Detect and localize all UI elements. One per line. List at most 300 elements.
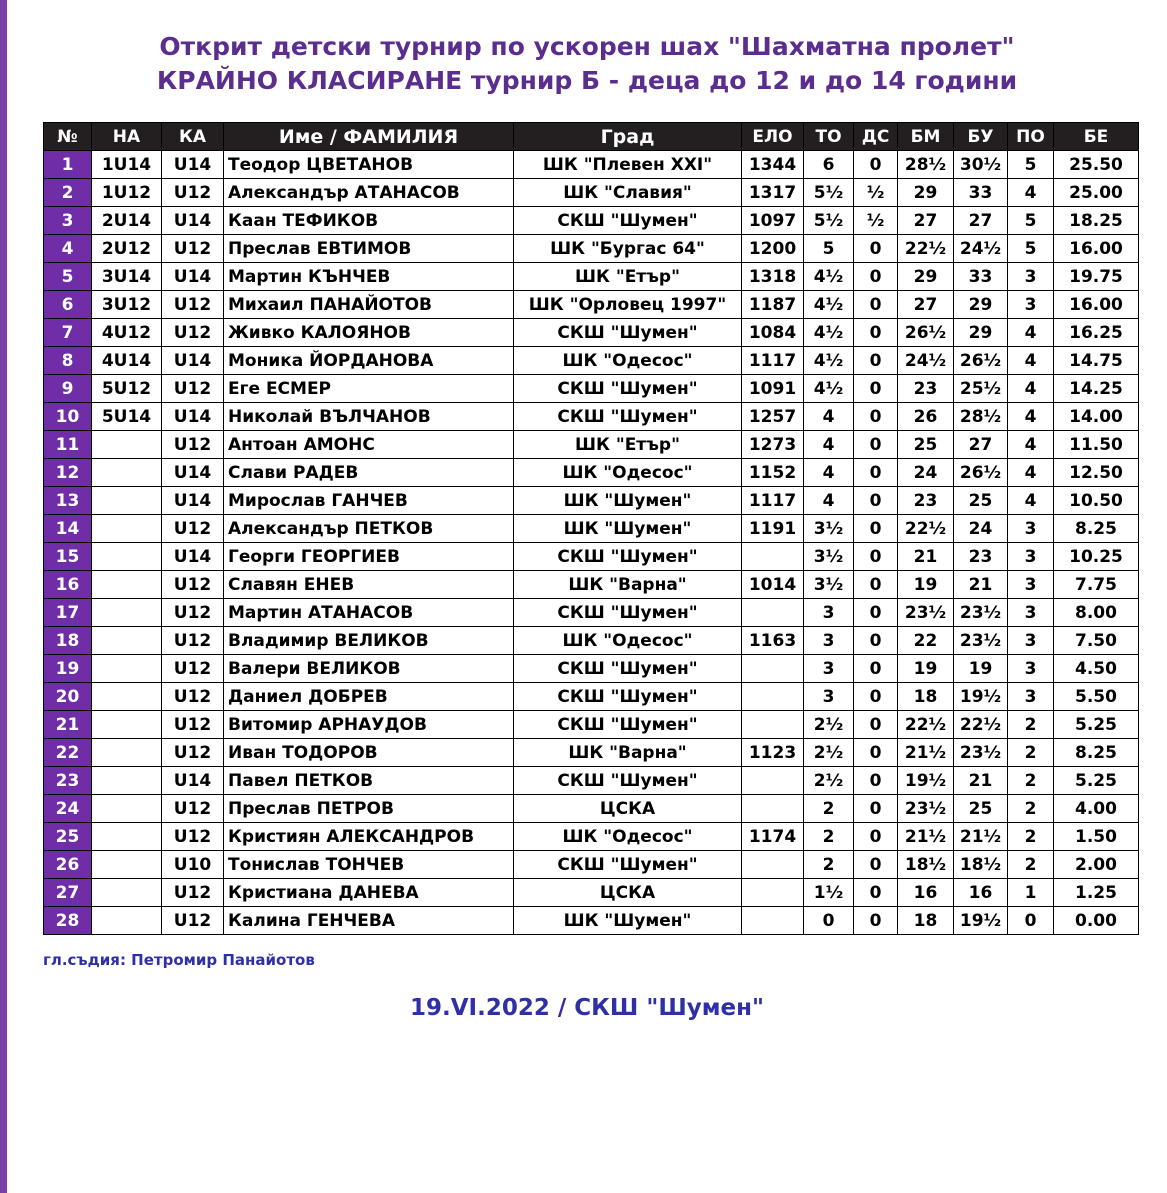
table-row: [44, 851, 1139, 879]
cell-ds: ½: [854, 179, 898, 207]
cell-to: 5½: [804, 207, 854, 235]
cell-bm: 23½: [898, 795, 954, 823]
cell-bu: 28½: [954, 403, 1008, 431]
cell-bm: 24½: [898, 347, 954, 375]
cell-city: ЦСКА: [514, 879, 742, 907]
cell-po: 3: [1008, 655, 1054, 683]
cell-bu: 19½: [954, 683, 1008, 711]
cell-city: СКШ "Шумен": [514, 711, 742, 739]
cell-po: 0: [1008, 907, 1054, 935]
cell-ds: 0: [854, 571, 898, 599]
column-header-na: НА: [92, 123, 162, 151]
cell-na: [92, 767, 162, 795]
cell-bu: 23½: [954, 599, 1008, 627]
cell-ds: 0: [854, 291, 898, 319]
cell-elo: 1318: [742, 263, 804, 291]
cell-bu: 21½: [954, 823, 1008, 851]
cell-name: Иван ТОДОРОВ: [224, 739, 514, 767]
cell-be: 8.25: [1054, 739, 1139, 767]
cell-elo: 1084: [742, 319, 804, 347]
cell-rank: 6: [44, 291, 92, 319]
cell-city: ШК "Одесос": [514, 347, 742, 375]
table-row: [44, 347, 1139, 375]
cell-bu: 26½: [954, 347, 1008, 375]
cell-city: ШК "Одесос": [514, 459, 742, 487]
cell-to: 4½: [804, 263, 854, 291]
cell-bu: 24: [954, 515, 1008, 543]
cell-po: 3: [1008, 515, 1054, 543]
cell-bu: 19½: [954, 907, 1008, 935]
cell-bu: 21: [954, 571, 1008, 599]
cell-name: Валери ВЕЛИКОВ: [224, 655, 514, 683]
cell-ds: 0: [854, 627, 898, 655]
cell-be: 4.50: [1054, 655, 1139, 683]
cell-city: СКШ "Шумен": [514, 767, 742, 795]
cell-na: 4U14: [92, 347, 162, 375]
table-row: [44, 375, 1139, 403]
cell-to: 2: [804, 795, 854, 823]
cell-rank: 18: [44, 627, 92, 655]
cell-ka: U12: [162, 515, 224, 543]
table-row: [44, 403, 1139, 431]
table-row: [44, 767, 1139, 795]
cell-bm: 21: [898, 543, 954, 571]
cell-bm: 27: [898, 291, 954, 319]
cell-elo: 1117: [742, 347, 804, 375]
table-header-row: [44, 123, 1139, 151]
cell-to: 4½: [804, 319, 854, 347]
cell-ka: U12: [162, 795, 224, 823]
cell-ka: U12: [162, 879, 224, 907]
cell-elo: 1273: [742, 431, 804, 459]
cell-name: Еге ЕСМЕР: [224, 375, 514, 403]
cell-to: 1½: [804, 879, 854, 907]
cell-po: 3: [1008, 263, 1054, 291]
cell-rank: 5: [44, 263, 92, 291]
cell-be: 7.75: [1054, 571, 1139, 599]
cell-po: 3: [1008, 543, 1054, 571]
cell-bm: 23½: [898, 599, 954, 627]
cell-name: Мирослав ГАНЧЕВ: [224, 487, 514, 515]
cell-be: 4.00: [1054, 795, 1139, 823]
cell-po: 3: [1008, 291, 1054, 319]
cell-na: [92, 543, 162, 571]
cell-bm: 19½: [898, 767, 954, 795]
table-row: [44, 543, 1139, 571]
cell-ds: 0: [854, 739, 898, 767]
cell-po: 3: [1008, 683, 1054, 711]
column-header-bm: БМ: [898, 123, 954, 151]
cell-bu: 19: [954, 655, 1008, 683]
cell-city: ШК "Шумен": [514, 907, 742, 935]
cell-to: 4½: [804, 347, 854, 375]
cell-name: Славян ЕНЕВ: [224, 571, 514, 599]
cell-na: [92, 851, 162, 879]
cell-rank: 7: [44, 319, 92, 347]
cell-city: СКШ "Шумен": [514, 403, 742, 431]
cell-be: 12.50: [1054, 459, 1139, 487]
cell-bm: 29: [898, 179, 954, 207]
cell-na: 5U14: [92, 403, 162, 431]
cell-ka: U12: [162, 739, 224, 767]
cell-ds: 0: [854, 515, 898, 543]
column-header-ds: ДС: [854, 123, 898, 151]
cell-ka: U12: [162, 599, 224, 627]
cell-bu: 24½: [954, 235, 1008, 263]
cell-bm: 29: [898, 263, 954, 291]
cell-elo: 1174: [742, 823, 804, 851]
cell-to: 3: [804, 627, 854, 655]
column-header-city: Град: [514, 123, 742, 151]
cell-ka: U12: [162, 235, 224, 263]
standings-table: [43, 122, 1139, 935]
cell-be: 5.50: [1054, 683, 1139, 711]
cell-be: 8.25: [1054, 515, 1139, 543]
cell-ds: 0: [854, 655, 898, 683]
cell-rank: 14: [44, 515, 92, 543]
cell-city: ШК "Шумен": [514, 515, 742, 543]
cell-ds: 0: [854, 319, 898, 347]
cell-bu: 23: [954, 543, 1008, 571]
column-header-bu: БУ: [954, 123, 1008, 151]
cell-po: 4: [1008, 179, 1054, 207]
cell-bm: 26½: [898, 319, 954, 347]
cell-to: 3: [804, 683, 854, 711]
cell-name: Преслав ПЕТРОВ: [224, 795, 514, 823]
cell-bu: 25½: [954, 375, 1008, 403]
cell-rank: 12: [44, 459, 92, 487]
cell-po: 1: [1008, 879, 1054, 907]
cell-city: ШК "Одесос": [514, 627, 742, 655]
cell-ds: 0: [854, 543, 898, 571]
tournament-title-line-2: КРАЙНО КЛАСИРАНЕ турнир Б - деца до 12 и до 14 години: [156, 66, 1018, 95]
cell-rank: 10: [44, 403, 92, 431]
cell-po: 2: [1008, 795, 1054, 823]
cell-ka: U14: [162, 207, 224, 235]
cell-city: ШК "Етър": [514, 263, 742, 291]
cell-be: 16.25: [1054, 319, 1139, 347]
cell-ds: 0: [854, 459, 898, 487]
cell-ds: 0: [854, 403, 898, 431]
cell-to: 2½: [804, 739, 854, 767]
cell-bm: 23: [898, 487, 954, 515]
column-header-rank: №: [44, 123, 92, 151]
cell-to: 4: [804, 487, 854, 515]
cell-ds: 0: [854, 599, 898, 627]
cell-rank: 1: [44, 151, 92, 179]
cell-na: [92, 459, 162, 487]
cell-ds: 0: [854, 767, 898, 795]
cell-ka: U14: [162, 263, 224, 291]
cell-bu: 25: [954, 487, 1008, 515]
column-header-po: ПО: [1008, 123, 1054, 151]
cell-city: ШК "Варна": [514, 571, 742, 599]
table-row: [44, 795, 1139, 823]
cell-be: 0.00: [1054, 907, 1139, 935]
table-row: [44, 151, 1139, 179]
cell-to: 3: [804, 599, 854, 627]
cell-ds: 0: [854, 823, 898, 851]
cell-po: 2: [1008, 711, 1054, 739]
cell-name: Владимир ВЕЛИКОВ: [224, 627, 514, 655]
cell-na: [92, 795, 162, 823]
cell-ka: U14: [162, 347, 224, 375]
cell-rank: 13: [44, 487, 92, 515]
cell-bm: 18: [898, 907, 954, 935]
cell-elo: 1097: [742, 207, 804, 235]
chief-judge-note: гл.съдия: Петромир Панайотов: [43, 951, 315, 969]
cell-name: Даниел ДОБРЕВ: [224, 683, 514, 711]
cell-bm: 21½: [898, 823, 954, 851]
cell-elo: 1163: [742, 627, 804, 655]
table-row: [44, 739, 1139, 767]
table-row: [44, 207, 1139, 235]
cell-elo: [742, 683, 804, 711]
cell-na: [92, 571, 162, 599]
cell-rank: 20: [44, 683, 92, 711]
cell-be: 5.25: [1054, 767, 1139, 795]
cell-elo: [742, 851, 804, 879]
cell-rank: 9: [44, 375, 92, 403]
cell-na: [92, 515, 162, 543]
cell-elo: 1123: [742, 739, 804, 767]
cell-ds: 0: [854, 151, 898, 179]
cell-ds: 0: [854, 487, 898, 515]
cell-be: 14.00: [1054, 403, 1139, 431]
cell-name: Александър АТАНАСОВ: [224, 179, 514, 207]
cell-ka: U12: [162, 683, 224, 711]
cell-city: СКШ "Шумен": [514, 543, 742, 571]
cell-na: [92, 627, 162, 655]
cell-bu: 33: [954, 179, 1008, 207]
date-venue-footer: 19.VI.2022 / СКШ "Шумен": [409, 995, 765, 1021]
cell-bu: 29: [954, 291, 1008, 319]
cell-ka: U14: [162, 767, 224, 795]
cell-ka: U12: [162, 319, 224, 347]
cell-be: 25.00: [1054, 179, 1139, 207]
cell-na: [92, 431, 162, 459]
cell-city: ШК "Варна": [514, 739, 742, 767]
table-row: [44, 823, 1139, 851]
cell-bm: 26: [898, 403, 954, 431]
cell-bm: 23: [898, 375, 954, 403]
cell-to: 2½: [804, 711, 854, 739]
cell-ka: U12: [162, 823, 224, 851]
cell-to: 2: [804, 851, 854, 879]
table-row: [44, 879, 1139, 907]
cell-elo: 1091: [742, 375, 804, 403]
cell-na: 3U14: [92, 263, 162, 291]
cell-rank: 22: [44, 739, 92, 767]
table-row: [44, 711, 1139, 739]
cell-be: 16.00: [1054, 291, 1139, 319]
cell-rank: 23: [44, 767, 92, 795]
cell-ka: U14: [162, 403, 224, 431]
cell-ds: 0: [854, 347, 898, 375]
cell-na: 2U14: [92, 207, 162, 235]
table-row: [44, 627, 1139, 655]
cell-bu: 16: [954, 879, 1008, 907]
table-row: [44, 571, 1139, 599]
cell-elo: [742, 907, 804, 935]
cell-elo: 1200: [742, 235, 804, 263]
cell-elo: [742, 655, 804, 683]
cell-po: 4: [1008, 487, 1054, 515]
cell-na: 2U12: [92, 235, 162, 263]
cell-be: 19.75: [1054, 263, 1139, 291]
cell-city: СКШ "Шумен": [514, 375, 742, 403]
cell-elo: [742, 879, 804, 907]
cell-ds: 0: [854, 235, 898, 263]
cell-city: ШК "Одесос": [514, 823, 742, 851]
cell-rank: 24: [44, 795, 92, 823]
cell-po: 2: [1008, 851, 1054, 879]
cell-name: Кристиян АЛЕКСАНДРОВ: [224, 823, 514, 851]
table-row: [44, 235, 1139, 263]
cell-to: 4: [804, 403, 854, 431]
cell-rank: 11: [44, 431, 92, 459]
cell-rank: 26: [44, 851, 92, 879]
cell-name: Живко КАЛОЯНОВ: [224, 319, 514, 347]
table-row: [44, 907, 1139, 935]
cell-city: ШК "Орловец 1997": [514, 291, 742, 319]
cell-name: Калина ГЕНЧЕВА: [224, 907, 514, 935]
cell-to: 2: [804, 823, 854, 851]
cell-ka: U12: [162, 375, 224, 403]
cell-bm: 21½: [898, 739, 954, 767]
cell-bm: 16: [898, 879, 954, 907]
cell-bm: 25: [898, 431, 954, 459]
cell-name: Моника ЙОРДАНОВА: [224, 347, 514, 375]
cell-ka: U12: [162, 431, 224, 459]
table-row: [44, 487, 1139, 515]
cell-ka: U14: [162, 487, 224, 515]
table-header: [44, 123, 1139, 151]
tournament-title-line-1: Открит детски турнир по ускорен шах "Шахматна пролет": [159, 32, 1015, 61]
cell-city: ШК "Плевен XXI": [514, 151, 742, 179]
cell-be: 8.00: [1054, 599, 1139, 627]
cell-bu: 27: [954, 207, 1008, 235]
cell-elo: 1317: [742, 179, 804, 207]
cell-ds: 0: [854, 795, 898, 823]
cell-name: Мартин КЪНЧЕВ: [224, 263, 514, 291]
cell-bu: 22½: [954, 711, 1008, 739]
cell-to: 4: [804, 431, 854, 459]
cell-na: [92, 655, 162, 683]
cell-na: [92, 907, 162, 935]
cell-na: 1U14: [92, 151, 162, 179]
cell-bu: 23½: [954, 627, 1008, 655]
cell-elo: 1117: [742, 487, 804, 515]
cell-be: 11.50: [1054, 431, 1139, 459]
column-header-ka: КА: [162, 123, 224, 151]
cell-bm: 27: [898, 207, 954, 235]
table-row: [44, 179, 1139, 207]
table-row: [44, 515, 1139, 543]
cell-ka: U12: [162, 571, 224, 599]
cell-bm: 22½: [898, 515, 954, 543]
cell-po: 4: [1008, 459, 1054, 487]
cell-city: СКШ "Шумен": [514, 319, 742, 347]
cell-na: 1U12: [92, 179, 162, 207]
cell-na: [92, 711, 162, 739]
cell-po: 4: [1008, 347, 1054, 375]
cell-bu: 25: [954, 795, 1008, 823]
cell-na: [92, 823, 162, 851]
cell-city: ШК "Етър": [514, 431, 742, 459]
cell-to: 5½: [804, 179, 854, 207]
cell-po: 3: [1008, 627, 1054, 655]
cell-ds: 0: [854, 879, 898, 907]
table-body: [44, 151, 1139, 935]
cell-be: 25.50: [1054, 151, 1139, 179]
cell-to: 5: [804, 235, 854, 263]
title-block: [7, 0, 1167, 98]
cell-be: 1.50: [1054, 823, 1139, 851]
cell-rank: 17: [44, 599, 92, 627]
cell-na: [92, 599, 162, 627]
cell-bu: 18½: [954, 851, 1008, 879]
cell-elo: 1014: [742, 571, 804, 599]
cell-rank: 25: [44, 823, 92, 851]
cell-to: 3½: [804, 515, 854, 543]
column-header-elo: ЕЛО: [742, 123, 804, 151]
cell-bm: 18: [898, 683, 954, 711]
cell-city: СКШ "Шумен": [514, 851, 742, 879]
cell-elo: 1152: [742, 459, 804, 487]
cell-elo: 1187: [742, 291, 804, 319]
cell-elo: 1344: [742, 151, 804, 179]
cell-po: 5: [1008, 235, 1054, 263]
cell-be: 14.75: [1054, 347, 1139, 375]
cell-be: 10.25: [1054, 543, 1139, 571]
cell-rank: 16: [44, 571, 92, 599]
cell-na: 3U12: [92, 291, 162, 319]
cell-name: Витомир АРНАУДОВ: [224, 711, 514, 739]
cell-bm: 18½: [898, 851, 954, 879]
cell-name: Каан ТЕФИКОВ: [224, 207, 514, 235]
cell-rank: 2: [44, 179, 92, 207]
cell-name: Павел ПЕТКОВ: [224, 767, 514, 795]
column-header-name: Име / ФАМИЛИЯ: [224, 123, 514, 151]
column-header-be: БЕ: [1054, 123, 1139, 151]
cell-name: Мартин АТАНАСОВ: [224, 599, 514, 627]
cell-ka: U12: [162, 711, 224, 739]
cell-to: 3½: [804, 571, 854, 599]
cell-name: Тонислав ТОНЧЕВ: [224, 851, 514, 879]
cell-na: [92, 683, 162, 711]
cell-po: 2: [1008, 823, 1054, 851]
cell-ds: 0: [854, 907, 898, 935]
cell-ds: 0: [854, 375, 898, 403]
table-row: [44, 291, 1139, 319]
cell-ka: U12: [162, 627, 224, 655]
cell-city: ШК "Шумен": [514, 487, 742, 515]
cell-name: Александър ПЕТКОВ: [224, 515, 514, 543]
cell-rank: 27: [44, 879, 92, 907]
cell-rank: 28: [44, 907, 92, 935]
cell-bm: 28½: [898, 151, 954, 179]
cell-elo: [742, 767, 804, 795]
cell-bu: 29: [954, 319, 1008, 347]
cell-bu: 27: [954, 431, 1008, 459]
table-row: [44, 655, 1139, 683]
cell-na: [92, 879, 162, 907]
cell-be: 10.50: [1054, 487, 1139, 515]
cell-rank: 8: [44, 347, 92, 375]
standings-table-wrapper: [43, 122, 1131, 935]
cell-name: Слави РАДЕВ: [224, 459, 514, 487]
